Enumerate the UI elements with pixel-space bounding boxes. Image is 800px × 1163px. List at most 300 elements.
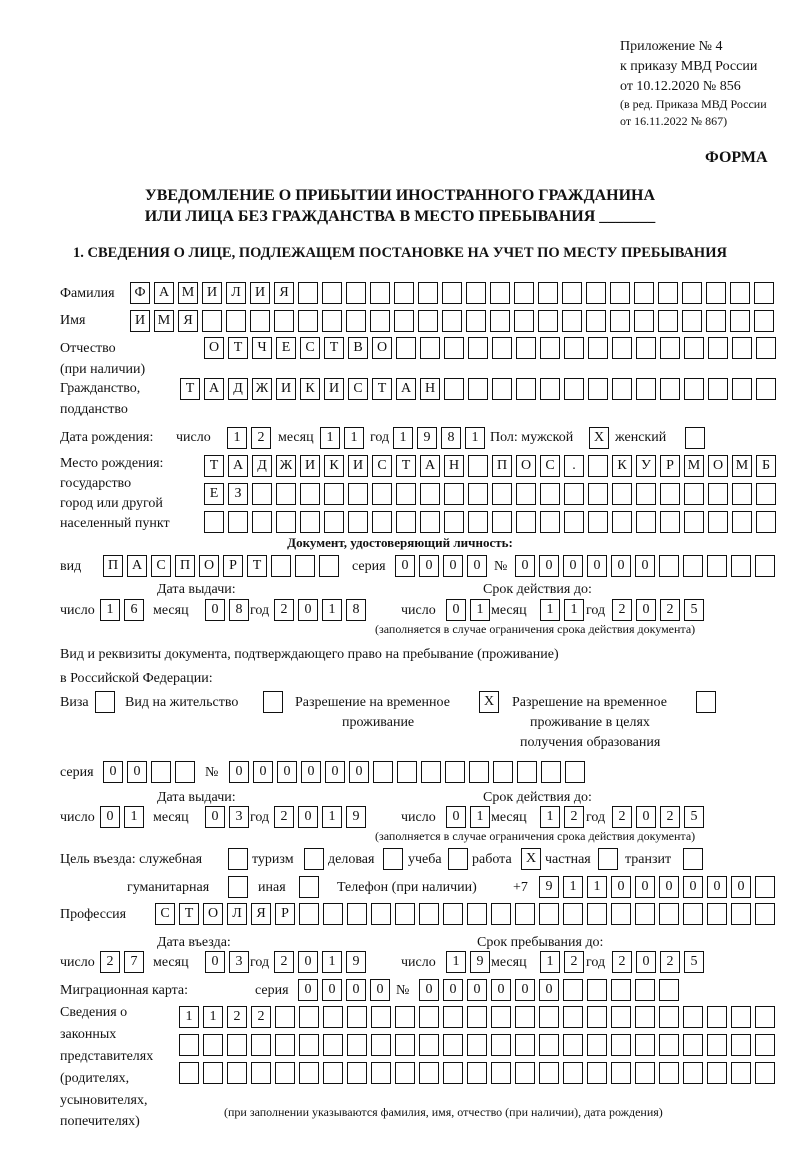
char-box[interactable]: [179, 1034, 199, 1056]
char-box[interactable]: [179, 1062, 199, 1084]
char-box[interactable]: [731, 555, 751, 577]
char-box[interactable]: 0: [683, 876, 703, 898]
char-box[interactable]: [517, 761, 537, 783]
char-box[interactable]: [372, 511, 392, 533]
char-box[interactable]: Л: [226, 282, 246, 304]
char-box[interactable]: [514, 282, 534, 304]
char-box[interactable]: [611, 1062, 631, 1084]
char-box[interactable]: 1: [344, 427, 364, 449]
char-box[interactable]: 0: [277, 761, 297, 783]
business-checkbox[interactable]: [383, 848, 403, 870]
char-box[interactable]: 1: [393, 427, 413, 449]
char-box[interactable]: [732, 378, 752, 400]
char-box[interactable]: [756, 511, 776, 533]
char-box[interactable]: [323, 1006, 343, 1028]
char-box[interactable]: [731, 903, 751, 925]
char-box[interactable]: О: [203, 903, 223, 925]
char-box[interactable]: [683, 1006, 703, 1028]
char-box[interactable]: 1: [124, 806, 144, 828]
char-box[interactable]: [563, 1034, 583, 1056]
char-box[interactable]: 0: [298, 806, 318, 828]
char-box[interactable]: [586, 282, 606, 304]
char-box[interactable]: [491, 903, 511, 925]
char-box[interactable]: 2: [227, 1006, 247, 1028]
char-box[interactable]: [635, 1062, 655, 1084]
char-box[interactable]: [418, 282, 438, 304]
char-box[interactable]: [732, 511, 752, 533]
char-box[interactable]: [636, 483, 656, 505]
char-box[interactable]: [732, 483, 752, 505]
char-box[interactable]: [275, 1006, 295, 1028]
char-box[interactable]: С: [348, 378, 368, 400]
char-box[interactable]: 1: [320, 427, 340, 449]
char-box[interactable]: [756, 337, 776, 359]
char-box[interactable]: [492, 483, 512, 505]
char-box[interactable]: 0: [515, 979, 535, 1001]
char-box[interactable]: [587, 1006, 607, 1028]
char-box[interactable]: [251, 1062, 271, 1084]
char-box[interactable]: 2: [660, 806, 680, 828]
char-box[interactable]: [755, 876, 775, 898]
char-box[interactable]: Ж: [276, 455, 296, 477]
char-box[interactable]: 1: [540, 806, 560, 828]
char-box[interactable]: [684, 511, 704, 533]
char-box[interactable]: 1: [587, 876, 607, 898]
work-checkbox[interactable]: X: [521, 848, 541, 870]
char-box[interactable]: Т: [228, 337, 248, 359]
char-box[interactable]: [420, 483, 440, 505]
tourism-checkbox[interactable]: [304, 848, 324, 870]
private-checkbox[interactable]: [598, 848, 618, 870]
char-box[interactable]: Т: [204, 455, 224, 477]
char-box[interactable]: [538, 282, 558, 304]
char-box[interactable]: [612, 511, 632, 533]
char-box[interactable]: 2: [251, 1006, 271, 1028]
char-box[interactable]: [491, 1062, 511, 1084]
char-box[interactable]: [252, 511, 272, 533]
char-box[interactable]: 0: [635, 555, 655, 577]
char-box[interactable]: 2: [274, 599, 294, 621]
char-box[interactable]: [420, 511, 440, 533]
char-box[interactable]: [468, 337, 488, 359]
char-box[interactable]: [635, 979, 655, 1001]
char-box[interactable]: [395, 903, 415, 925]
char-box[interactable]: 1: [470, 599, 490, 621]
char-box[interactable]: [492, 511, 512, 533]
char-box[interactable]: [658, 310, 678, 332]
char-box[interactable]: [394, 282, 414, 304]
char-box[interactable]: [659, 979, 679, 1001]
char-box[interactable]: [323, 903, 343, 925]
char-box[interactable]: 0: [446, 599, 466, 621]
char-box[interactable]: [539, 1062, 559, 1084]
char-box[interactable]: Т: [324, 337, 344, 359]
char-box[interactable]: [635, 903, 655, 925]
char-box[interactable]: [373, 761, 393, 783]
char-box[interactable]: [396, 337, 416, 359]
char-box[interactable]: [299, 1034, 319, 1056]
char-box[interactable]: [396, 511, 416, 533]
char-box[interactable]: [298, 282, 318, 304]
char-box[interactable]: [151, 761, 171, 783]
char-box[interactable]: [444, 337, 464, 359]
char-box[interactable]: [660, 511, 680, 533]
char-box[interactable]: О: [516, 455, 536, 477]
char-box[interactable]: 2: [612, 806, 632, 828]
char-box[interactable]: [684, 378, 704, 400]
char-box[interactable]: И: [348, 455, 368, 477]
char-box[interactable]: [396, 483, 416, 505]
char-box[interactable]: 2: [612, 599, 632, 621]
char-box[interactable]: О: [204, 337, 224, 359]
char-box[interactable]: [274, 310, 294, 332]
char-box[interactable]: П: [103, 555, 123, 577]
char-box[interactable]: [322, 310, 342, 332]
char-box[interactable]: [347, 1034, 367, 1056]
char-box[interactable]: [636, 511, 656, 533]
char-box[interactable]: В: [348, 337, 368, 359]
char-box[interactable]: 0: [707, 876, 727, 898]
char-box[interactable]: [251, 1034, 271, 1056]
char-box[interactable]: [445, 761, 465, 783]
char-box[interactable]: Р: [660, 455, 680, 477]
char-box[interactable]: [755, 1034, 775, 1056]
char-box[interactable]: [300, 483, 320, 505]
char-box[interactable]: [468, 378, 488, 400]
char-box[interactable]: [755, 903, 775, 925]
char-box[interactable]: 0: [446, 806, 466, 828]
char-box[interactable]: 0: [395, 555, 415, 577]
char-box[interactable]: [660, 337, 680, 359]
char-box[interactable]: Т: [179, 903, 199, 925]
char-box[interactable]: Е: [276, 337, 296, 359]
char-box[interactable]: [346, 310, 366, 332]
char-box[interactable]: 1: [540, 951, 560, 973]
char-box[interactable]: 1: [563, 876, 583, 898]
char-box[interactable]: 0: [419, 979, 439, 1001]
char-box[interactable]: 0: [298, 599, 318, 621]
char-box[interactable]: 0: [587, 555, 607, 577]
char-box[interactable]: [323, 1062, 343, 1084]
char-box[interactable]: 0: [349, 761, 369, 783]
char-box[interactable]: [588, 378, 608, 400]
char-box[interactable]: [587, 903, 607, 925]
char-box[interactable]: 3: [229, 806, 249, 828]
char-box[interactable]: 0: [298, 979, 318, 1001]
char-box[interactable]: [324, 511, 344, 533]
char-box[interactable]: 0: [467, 555, 487, 577]
char-box[interactable]: [754, 310, 774, 332]
char-box[interactable]: [610, 310, 630, 332]
char-box[interactable]: 8: [346, 599, 366, 621]
char-box[interactable]: [299, 1062, 319, 1084]
char-box[interactable]: 0: [346, 979, 366, 1001]
char-box[interactable]: [540, 483, 560, 505]
char-box[interactable]: М: [684, 455, 704, 477]
char-box[interactable]: [540, 511, 560, 533]
char-box[interactable]: 2: [564, 951, 584, 973]
char-box[interactable]: 1: [100, 599, 120, 621]
char-box[interactable]: 0: [103, 761, 123, 783]
char-box[interactable]: [756, 378, 776, 400]
char-box[interactable]: [299, 1006, 319, 1028]
char-box[interactable]: [322, 282, 342, 304]
char-box[interactable]: [467, 1006, 487, 1028]
char-box[interactable]: [515, 1006, 535, 1028]
char-box[interactable]: [564, 511, 584, 533]
char-box[interactable]: Т: [247, 555, 267, 577]
char-box[interactable]: [395, 1006, 415, 1028]
char-box[interactable]: О: [199, 555, 219, 577]
char-box[interactable]: [490, 310, 510, 332]
char-box[interactable]: 1: [564, 599, 584, 621]
char-box[interactable]: [468, 483, 488, 505]
char-box[interactable]: [634, 310, 654, 332]
char-box[interactable]: [492, 337, 512, 359]
char-box[interactable]: 0: [205, 951, 225, 973]
char-box[interactable]: [636, 378, 656, 400]
char-box[interactable]: [514, 310, 534, 332]
char-box[interactable]: [444, 511, 464, 533]
char-box[interactable]: 0: [205, 599, 225, 621]
char-box[interactable]: Б: [756, 455, 776, 477]
char-box[interactable]: [754, 282, 774, 304]
char-box[interactable]: [707, 1006, 727, 1028]
char-box[interactable]: [275, 1034, 295, 1056]
char-box[interactable]: [420, 337, 440, 359]
char-box[interactable]: [682, 310, 702, 332]
char-box[interactable]: [300, 511, 320, 533]
char-box[interactable]: 1: [322, 806, 342, 828]
char-box[interactable]: [299, 903, 319, 925]
char-box[interactable]: [730, 310, 750, 332]
char-box[interactable]: Ф: [130, 282, 150, 304]
char-box[interactable]: Т: [372, 378, 392, 400]
char-box[interactable]: 0: [443, 979, 463, 1001]
char-box[interactable]: [658, 282, 678, 304]
char-box[interactable]: [565, 761, 585, 783]
char-box[interactable]: [466, 282, 486, 304]
char-box[interactable]: 7: [124, 951, 144, 973]
char-box[interactable]: 0: [539, 979, 559, 1001]
char-box[interactable]: [443, 903, 463, 925]
char-box[interactable]: 5: [684, 806, 704, 828]
char-box[interactable]: Н: [420, 378, 440, 400]
char-box[interactable]: [491, 1034, 511, 1056]
char-box[interactable]: 0: [635, 876, 655, 898]
char-box[interactable]: 0: [611, 555, 631, 577]
char-box[interactable]: И: [300, 455, 320, 477]
char-box[interactable]: И: [250, 282, 270, 304]
char-box[interactable]: [660, 483, 680, 505]
char-box[interactable]: [493, 761, 513, 783]
char-box[interactable]: 9: [539, 876, 559, 898]
char-box[interactable]: [730, 282, 750, 304]
char-box[interactable]: 9: [346, 806, 366, 828]
char-box[interactable]: [202, 310, 222, 332]
char-box[interactable]: [515, 903, 535, 925]
char-box[interactable]: 0: [636, 951, 656, 973]
char-box[interactable]: Т: [180, 378, 200, 400]
char-box[interactable]: [397, 761, 417, 783]
char-box[interactable]: [611, 1006, 631, 1028]
char-box[interactable]: [707, 555, 727, 577]
char-box[interactable]: [684, 483, 704, 505]
char-box[interactable]: Ж: [252, 378, 272, 400]
char-box[interactable]: [707, 1034, 727, 1056]
char-box[interactable]: [707, 903, 727, 925]
char-box[interactable]: 5: [684, 599, 704, 621]
char-box[interactable]: 0: [253, 761, 273, 783]
transit-checkbox[interactable]: [683, 848, 703, 870]
char-box[interactable]: [708, 483, 728, 505]
char-box[interactable]: [659, 555, 679, 577]
char-box[interactable]: [516, 511, 536, 533]
char-box[interactable]: [419, 1062, 439, 1084]
char-box[interactable]: [755, 555, 775, 577]
char-box[interactable]: [562, 310, 582, 332]
char-box[interactable]: [444, 483, 464, 505]
char-box[interactable]: [636, 337, 656, 359]
char-box[interactable]: [755, 1006, 775, 1028]
char-box[interactable]: К: [300, 378, 320, 400]
char-box[interactable]: [612, 483, 632, 505]
char-box[interactable]: [276, 511, 296, 533]
char-box[interactable]: 0: [419, 555, 439, 577]
char-box[interactable]: [539, 903, 559, 925]
char-box[interactable]: [755, 1062, 775, 1084]
char-box[interactable]: [467, 1062, 487, 1084]
char-box[interactable]: [226, 310, 246, 332]
char-box[interactable]: [203, 1034, 223, 1056]
char-box[interactable]: [346, 282, 366, 304]
char-box[interactable]: [682, 282, 702, 304]
char-box[interactable]: 8: [229, 599, 249, 621]
char-box[interactable]: Т: [396, 455, 416, 477]
char-box[interactable]: 1: [465, 427, 485, 449]
char-box[interactable]: Я: [251, 903, 271, 925]
char-box[interactable]: [227, 1034, 247, 1056]
char-box[interactable]: [395, 1034, 415, 1056]
char-box[interactable]: [252, 483, 272, 505]
char-box[interactable]: А: [228, 455, 248, 477]
char-box[interactable]: Я: [274, 282, 294, 304]
char-box[interactable]: [659, 903, 679, 925]
char-box[interactable]: [175, 761, 195, 783]
char-box[interactable]: [611, 1034, 631, 1056]
char-box[interactable]: [563, 903, 583, 925]
char-box[interactable]: 1: [227, 427, 247, 449]
char-box[interactable]: [588, 455, 608, 477]
char-box[interactable]: [610, 282, 630, 304]
char-box[interactable]: [540, 337, 560, 359]
char-box[interactable]: [372, 483, 392, 505]
char-box[interactable]: [611, 979, 631, 1001]
char-box[interactable]: 1: [446, 951, 466, 973]
char-box[interactable]: [419, 1006, 439, 1028]
char-box[interactable]: 1: [322, 599, 342, 621]
char-box[interactable]: 6: [124, 599, 144, 621]
char-box[interactable]: [683, 1034, 703, 1056]
char-box[interactable]: 0: [611, 876, 631, 898]
char-box[interactable]: 5: [684, 951, 704, 973]
study-checkbox[interactable]: [448, 848, 468, 870]
char-box[interactable]: [347, 903, 367, 925]
char-box[interactable]: Р: [223, 555, 243, 577]
char-box[interactable]: П: [492, 455, 512, 477]
char-box[interactable]: Д: [252, 455, 272, 477]
char-box[interactable]: [611, 903, 631, 925]
char-box[interactable]: А: [204, 378, 224, 400]
char-box[interactable]: [731, 1062, 751, 1084]
char-box[interactable]: С: [540, 455, 560, 477]
char-box[interactable]: [203, 1062, 223, 1084]
char-box[interactable]: 0: [370, 979, 390, 1001]
char-box[interactable]: [706, 310, 726, 332]
char-box[interactable]: Л: [227, 903, 247, 925]
char-box[interactable]: С: [372, 455, 392, 477]
char-box[interactable]: [228, 511, 248, 533]
char-box[interactable]: [660, 378, 680, 400]
char-box[interactable]: 9: [470, 951, 490, 973]
char-box[interactable]: [466, 310, 486, 332]
humanitarian-checkbox[interactable]: [228, 876, 248, 898]
char-box[interactable]: [563, 1062, 583, 1084]
char-box[interactable]: [659, 1034, 679, 1056]
char-box[interactable]: [587, 1034, 607, 1056]
char-box[interactable]: [347, 1006, 367, 1028]
char-box[interactable]: 1: [203, 1006, 223, 1028]
char-box[interactable]: 1: [322, 951, 342, 973]
char-box[interactable]: И: [202, 282, 222, 304]
char-box[interactable]: [419, 1034, 439, 1056]
char-box[interactable]: 9: [346, 951, 366, 973]
char-box[interactable]: [370, 310, 390, 332]
char-box[interactable]: [443, 1062, 463, 1084]
char-box[interactable]: [540, 378, 560, 400]
char-box[interactable]: 0: [539, 555, 559, 577]
char-box[interactable]: [418, 310, 438, 332]
char-box[interactable]: 2: [660, 599, 680, 621]
char-box[interactable]: [587, 979, 607, 1001]
char-box[interactable]: [683, 903, 703, 925]
char-box[interactable]: И: [276, 378, 296, 400]
char-box[interactable]: 2: [660, 951, 680, 973]
char-box[interactable]: [371, 1006, 391, 1028]
char-box[interactable]: 0: [467, 979, 487, 1001]
char-box[interactable]: [706, 282, 726, 304]
char-box[interactable]: [683, 1062, 703, 1084]
char-box[interactable]: [708, 337, 728, 359]
char-box[interactable]: [395, 1062, 415, 1084]
char-box[interactable]: [563, 979, 583, 1001]
char-box[interactable]: Ч: [252, 337, 272, 359]
char-box[interactable]: [612, 337, 632, 359]
char-box[interactable]: [295, 555, 315, 577]
char-box[interactable]: Д: [228, 378, 248, 400]
sex-female-checkbox[interactable]: [685, 427, 705, 449]
char-box[interactable]: [323, 1034, 343, 1056]
char-box[interactable]: [634, 282, 654, 304]
char-box[interactable]: [371, 1062, 391, 1084]
char-box[interactable]: [683, 555, 703, 577]
char-box[interactable]: С: [155, 903, 175, 925]
char-box[interactable]: [370, 282, 390, 304]
char-box[interactable]: [659, 1062, 679, 1084]
char-box[interactable]: [319, 555, 339, 577]
char-box[interactable]: [421, 761, 441, 783]
char-box[interactable]: [443, 1006, 463, 1028]
